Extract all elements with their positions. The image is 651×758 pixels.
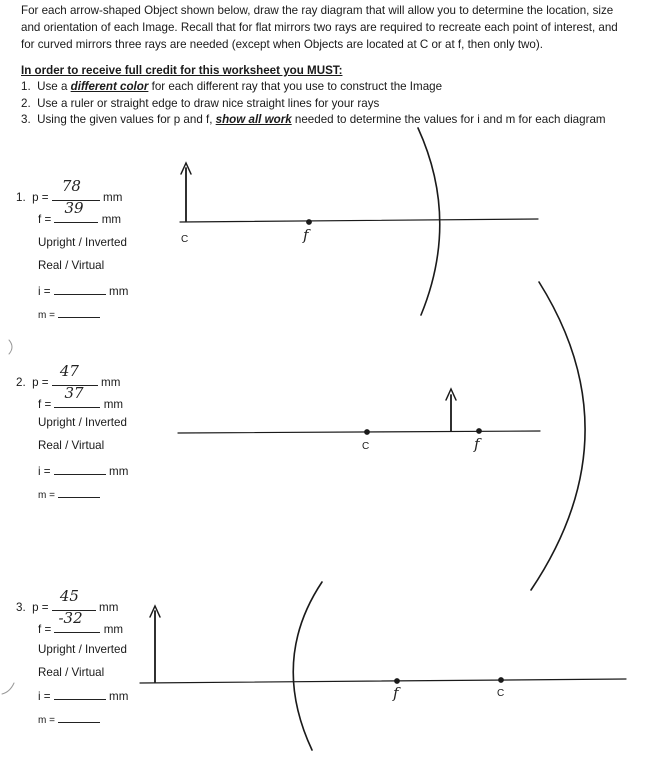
rule-1-pre: Use a	[37, 80, 71, 93]
problem-3-f-field[interactable]	[54, 609, 100, 633]
principal-axis-1	[180, 219, 538, 222]
problem-2-m-row	[38, 486, 100, 503]
problem-2-m-field[interactable]	[58, 486, 100, 498]
problem-3-f-value: -32	[58, 609, 83, 627]
problem-1-f-unit: mm	[101, 213, 122, 226]
principal-axis-2	[178, 431, 540, 433]
focal-label-1: f	[303, 226, 309, 244]
problem-3-m-row	[38, 711, 100, 728]
rule-2-text: Use a ruler or straight edge to draw nice straight lines for your rays	[37, 97, 380, 110]
problem-2-i-label: i =	[38, 465, 51, 478]
problem-2-f-label: f =	[38, 398, 52, 411]
problem-1-m-row	[38, 306, 100, 323]
problem-3-type[interactable]: Real / Virtual	[38, 666, 105, 679]
focal-label-2: f	[474, 435, 480, 453]
center-label-3: C	[497, 688, 505, 699]
problem-3-m-field[interactable]	[58, 711, 100, 723]
problem-1-m-field[interactable]	[58, 306, 100, 318]
mirror-3	[293, 582, 322, 750]
principal-axis-3	[140, 679, 626, 683]
problem-1-i-row	[38, 283, 128, 299]
problem-1-m-label: m =	[38, 310, 55, 321]
rule-1-post: for each different ray that you use to construct the Image	[148, 80, 443, 93]
rule-3-emphasis: show all work	[215, 113, 292, 126]
problem-3-i-row	[38, 688, 128, 704]
instructions-line-3: for curved mirrors three rays are needed (except when Objects are located at C or at f, then only two).	[21, 38, 543, 51]
problem-3-i-field[interactable]	[54, 688, 106, 700]
problem-2-p-label: p =	[32, 376, 49, 389]
problem-3-f-label: f =	[38, 623, 52, 636]
problem-3-f-row	[38, 609, 124, 637]
problem-3-i-unit: mm	[109, 690, 129, 703]
problem-1-i-field[interactable]	[54, 283, 106, 295]
rule-3-pre: Using the given values for p and f,	[37, 113, 216, 126]
problem-2-f-field[interactable]	[54, 384, 100, 408]
center-dot-2	[365, 430, 370, 435]
problem-3-number: 3.	[16, 601, 26, 614]
problem-2-f-row	[38, 384, 124, 412]
problem-3-p-value: 45	[59, 587, 79, 605]
problem-2-f-unit: mm	[103, 398, 124, 411]
center-dot-3	[499, 678, 504, 683]
problem-1-type[interactable]: Real / Virtual	[38, 259, 105, 272]
problem-3-i-label: i =	[38, 690, 51, 703]
problem-2-type[interactable]: Real / Virtual	[38, 439, 105, 452]
problem-2-i-unit: mm	[109, 465, 129, 478]
problem-3-orientation[interactable]: Upright / Inverted	[38, 643, 127, 656]
problem-1-i-label: i =	[38, 285, 51, 298]
problem-3-p-label: p =	[32, 601, 49, 614]
instructions-line-1: For each arrow-shaped Object shown below, draw the ray diagram that will allow you to determine the location, size	[21, 4, 614, 17]
problem-2-orientation[interactable]: Upright / Inverted	[38, 416, 127, 429]
rule-2-number: 2.	[21, 97, 31, 110]
credit-heading: In order to receive full credit for this worksheet you MUST:	[21, 64, 343, 77]
problem-1-f-label: f =	[38, 213, 52, 226]
center-label-1: C	[181, 234, 189, 245]
problem-2-number: 2.	[16, 376, 26, 389]
problem-1-p-label: p =	[32, 191, 49, 204]
focal-point-dot-3	[395, 679, 400, 684]
margin-mark-1	[9, 340, 12, 354]
center-label-2: C	[362, 441, 370, 452]
problem-1-number: 1.	[16, 191, 26, 204]
rule-3-post: needed to determine the values for i and m for each diagram	[291, 113, 606, 126]
problem-3-p-unit: mm	[99, 601, 119, 614]
focal-point-dot-1	[307, 220, 312, 225]
mirror-2	[531, 282, 585, 590]
problem-2-i-field[interactable]	[54, 463, 106, 475]
rule-1-number: 1.	[21, 80, 31, 93]
problem-1-orientation[interactable]: Upright / Inverted	[38, 236, 127, 249]
mirror-1	[418, 128, 440, 315]
problem-1-f-value: 39	[64, 199, 84, 217]
problem-2-f-value: 37	[64, 384, 84, 402]
instructions-line-2: and orientation of each Image. Recall that for flat mirrors two rays are required to recreate each point of interest, and	[21, 21, 618, 34]
margin-mark-2	[2, 683, 14, 694]
problem-3-f-unit: mm	[103, 623, 124, 636]
problem-2-m-label: m =	[38, 490, 55, 501]
problem-1-f-field[interactable]	[54, 199, 98, 223]
problem-2-p-unit: mm	[101, 376, 121, 389]
focal-label-3: f	[393, 684, 399, 702]
rule-3-number: 3.	[21, 113, 31, 126]
problem-2-i-row	[38, 463, 128, 479]
problem-1-i-unit: mm	[109, 285, 129, 298]
problem-1-p-value: 78	[61, 177, 81, 195]
problem-2-p-value: 47	[59, 362, 79, 380]
problem-1-f-row	[38, 199, 122, 227]
focal-point-dot-2	[477, 429, 482, 434]
problem-1-p-unit: mm	[103, 191, 123, 204]
problem-3-m-label: m =	[38, 715, 55, 726]
rule-1-emphasis: different color	[70, 80, 149, 93]
